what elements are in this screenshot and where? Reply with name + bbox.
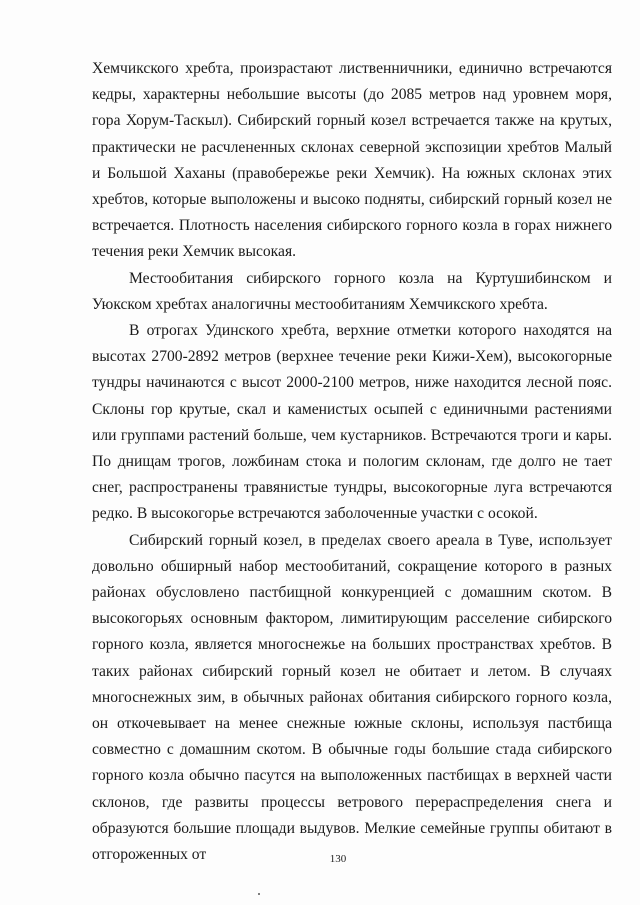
page-number: 130 xyxy=(329,853,347,865)
paragraph-4: Сибирский горный козел, в пределах своего ареала в Туве, использует довольно обширный набор местообитаний, сокращение которого в разных районах обусловлено пастбищной конкуренцией с домашним скотом. В высокогорьях основным фактором, лимитирующим расселение сибирского горного козла, является многоснежье на больших пространствах хребтов. В таких районах сибирский горный козел не обитает и летом. В случаях многоснежных зим, в обычных районах обитания сибирского горного козла, он откочевывает на менее снежные южные склоны, используя пастбища совместно с домашним скотом. В обычные годы большие стада сибирского горного козла обычно пасутся на выположенных пастбищах в верхней части склонов, где развиты процессы ветрового перераспределения снега и образуются большие площади выдувов. Мелкие семейные группы обитают в отгороженных от xyxy=(92,531,612,864)
paragraph-1: Хемчикского хребта, произрастают лиственничники, единично встречаются кедры, характерны небольшие высоты (до 2085 метров над уровнем моря, гора Хорум-Таскыл). Сибирский горный козел встречается также на крутых, практически не расчлененных склонах северной экспозиции хребтов Малый и Большой Хаханы (правобережье реки Хемчик). На южных склонах этих хребтов, которые выположены и высоко подняты, сибирский горный козел не встречается. Плотность населения сибирского горного козла в горах нижнего течения реки Хемчик высокая. xyxy=(92,60,612,261)
paragraph-3: В отрогах Удинского хребта, верхние отметки которого находятся на высотах 2700-2892 метров (верхнее течение реки Кижи-Хем), высокогорные тундры начинаются с высот 2000-2100 метров, ниже находится лесной пояс. Склоны гор крутые, скал и каменистых осыпей с единичными растениями или группами растений больше, чем кустарников. Встречаются троги и кары. По днищам трогов, ложбинам стока и пологим склонам, где долго не тает снег, распространены травянистые тундры, высокогорные луга встречаются редко. В высокогорье встречаются заболоченные участки с осокой. xyxy=(92,322,612,523)
paragraph-2: Местообитания сибирского горного козла на Куртушибинском и Уюкском хребтах аналогичны местообитаниям Хемчикского хребта. xyxy=(92,269,612,313)
body-text xyxy=(92,56,612,868)
scan-speck xyxy=(258,893,260,895)
